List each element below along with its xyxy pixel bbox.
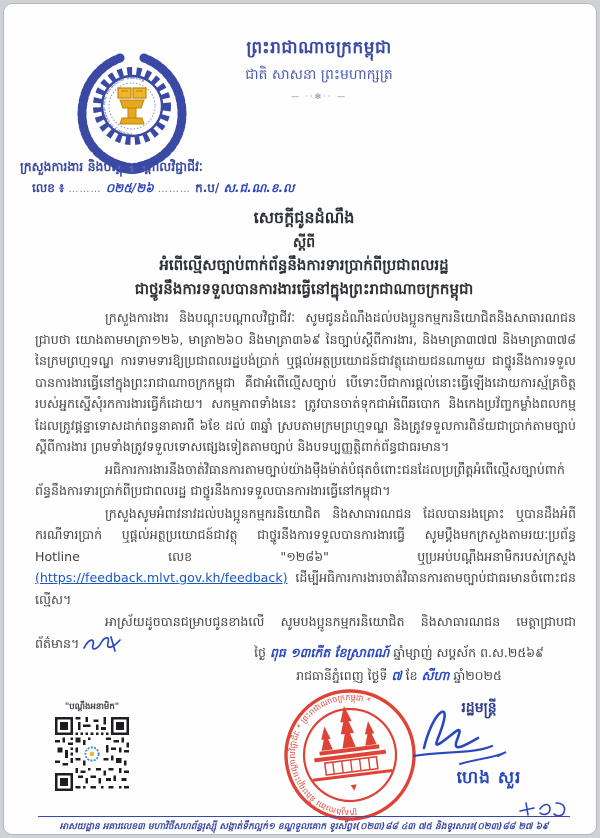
national-motto: ជាតិ សាសនា ព្រះមហាក្សត្រ <box>245 67 393 83</box>
footer-address: អាសយដ្ឋាន អគារលេខ៣ មហាវិថីសហព័ន្ធរុស្ស៊ី សង្កាត់ទឹកល្អក់១ ខណ្ឌទួលគោក ទូរស័ព្ទ៖(០២៣)៨៨ ៤៣ ៧៥ និងទូរសារ៖(០២៣)៨៨ ២៧ ៦៩ <box>59 822 549 832</box>
paragraph-3-text-b: លេខ "១២៨៦" ឬប្រអប់បណ្តឹងអនាមិករបស់ក្រសួង <box>79 548 576 564</box>
lunar-date-line <box>204 645 594 664</box>
lunar-date-handwritten: ពុធ ១៣កើត ខែស្រាពណ៍ <box>269 645 390 660</box>
month-handwritten: សីហា <box>421 668 450 683</box>
lunar-date-printed: ឆ្នាំម្សាញ់ សប្តស័ក ព.ស.២៥៦៩ <box>393 645 544 660</box>
reference-number-line <box>32 180 332 198</box>
logo-ring-text: Ministry of Labour and Vocational Training <box>101 75 146 137</box>
notice-heading: សេចក្តីជូនដំណឹង <box>253 208 355 227</box>
day-handwritten: ៧ <box>391 668 402 683</box>
minister-name: ហេង សួរ <box>456 768 522 788</box>
handwritten-paraph <box>81 634 123 654</box>
paragraph-2: អធិការការងារនឹងចាត់វិធានការតាមច្បាប់យ៉ាងម៉ឺងម៉ាត់បំផុតចំពោះជនដែលប្រព្រឹត្តអំពើល្មើសច្បាប់ពាក់ព័ន្ធនឹងការទារប្រាក់ពីប្រជាពលរដ្ឋ ជាថ្នូរនឹងការទទួលបានការងារធ្វើនៅកម្ពុជា។ <box>35 461 565 498</box>
notice-subject-line2: ជាថ្នូរនឹងការទទួលបានការងារធ្វើនៅក្នុងព្រះរាជាណាចក្រកម្ពុជា <box>134 280 474 298</box>
feedback-link[interactable]: (https://feedback.mlvt.gov.kh/feedback) <box>35 570 288 585</box>
ref-label: លេខ ៖ <box>32 181 65 195</box>
notice-subject-line1: អំពើល្មើសច្បាប់ពាក់ព័ន្ធនឹងការទារប្រាក់ពីប្រជាពលរដ្ឋ <box>159 256 449 274</box>
notice-subheading: ស្តីពី <box>292 235 316 251</box>
minister-signature <box>402 696 517 776</box>
paragraph-1: ក្រសួងការងារ និងបណ្តុះបណ្តាលវិជ្ជាជីវៈ សូមជូនដំណឹងដល់បងប្អូនកម្មករនិយោជិតនិងសាធារណជនជ្រាបថា យោងតាមមាត្រា១២៦, មាត្រា២៦០ និងមាត្រា៣៦៩ នៃច្បាប់ស្តីពីការងារ, និងមាត្រា៣៧៧ និងមាត្រា៣៧៨ នៃក្រមព្រហ្មទណ្ឌ ការទាមទារឱ្យប្រជាពលរដ្ឋបង់ប្រាក់ ឬផ្តល់អត្ថប្រយោជន៍ជាវត្ថុដោយជនណាមួយ ជាថ្នូរនឹងការទទួលបានការងារធ្វើនៅក្នុងព្រះរាជាណាចក្រកម្ពុជា គឺជាអំពើល្មើសច្បាប់ បើទោះបីជាការផ្តល់នោះធ្វើឡើងដោយការស្ម័គ្រចិត្តរបស់អ្នកស្នើសុំរកការងារធ្វើក៏ដោយ។ សកម្មភាពទាំងនេះ ត្រូវបានចាត់ទុកជាអំពើឆបោក និងកេងប្រវ័ញ្ចកម្លាំងពលកម្ម ដែលត្រូវផ្តន្ទាទោសដាក់ពន្ធនាគារពី ៦ខែ ដល់ ៣ឆ្នាំ ស្របតាមក្រមព្រហ្មទណ្ឌ និងត្រូវទទួលការពិន័យជាប្រាក់តាមច្បាប់ស្តីពីការងារ ព្រមទាំងត្រូវទទួលទោសផ្សេងទៀតតាមច្បាប់ និងបទប្បញ្ញត្តិពាក់ព័ន្ធជាធរមាន។ <box>35 310 576 454</box>
month-label: ខែ <box>405 668 418 683</box>
date-prefix: ថ្ងៃ <box>254 645 266 660</box>
stamp-ring-text: ក្រសួងការងារ និងបណ្តុះបណ្តាលវិជ្ជាជីវៈ * ព្រះរាជាណាចក្រកម្ពុជា * <box>287 692 372 818</box>
ref-code-handwritten: ស.ជ.ណ.ខ.ល <box>223 181 295 195</box>
ministry-name: ក្រសួងការងារ និងបណ្តុះបណ្តាលវិជ្ជាជីវៈ <box>20 159 203 174</box>
footer-divider <box>38 816 570 817</box>
anonymous-complaint-qr-block <box>44 702 140 795</box>
ref-code-printed: ក.ប/ <box>195 181 220 195</box>
place-date-prefix: រាជធានីភ្នំពេញ ថ្ងៃទី <box>296 668 388 683</box>
motto-divider-ornament: — ··✻·· — <box>291 92 347 101</box>
kingdom-title: ព្រះរាជាណាចក្រកម្ពុជា <box>246 38 392 58</box>
ref-dotted-line-2: ……… <box>157 184 191 195</box>
qr-code <box>55 717 129 791</box>
document-page <box>3 3 597 835</box>
paragraph-3-text-a: ក្រសួងសូមអំពាវនាវដល់បងប្អូនកម្មករនិយោជិត និងសាធារណជន ដែលបានរងគ្រោះ ឬបានដឹងអំពីករណីទារប្រាក់ ឬផ្តល់អត្ថប្រយោជន៍ជាវត្ថុ ជាថ្នូរនឹងការទទួលបានការងារធ្វើ សូមប្តឹងមកក្រសួងតាមរយៈប្រព័ន្ធ <box>35 505 576 542</box>
ref-number-handwritten: ០២៥/២៦ <box>105 181 154 195</box>
qr-label: "បណ្តឹងអនាមិក" <box>64 702 120 712</box>
paragraph-4-text: អាស្រ័យដូចបានជម្រាបជូនខាងលើ សូមបងប្អូនកម្មករនិយោជិត និងសាធារណជន មេត្តាជ្រាបជាព័ត៌មាន។ <box>35 614 576 651</box>
paragraph-3-text-c: ដើម្បីអធិការការងារចាត់វិធានការតាមច្បាប់ជាធរមានចំពោះជនល្មើស។ <box>35 570 576 607</box>
paragraph-3 <box>35 503 576 611</box>
hotline-label: Hotline <box>35 548 80 564</box>
letter-body <box>35 307 576 654</box>
minister-title: រដ្ឋមន្ត្រី <box>461 700 497 716</box>
ref-dotted-line: ……… <box>68 184 102 195</box>
year-printed: ឆ្នាំ២០២៥ <box>453 668 502 683</box>
